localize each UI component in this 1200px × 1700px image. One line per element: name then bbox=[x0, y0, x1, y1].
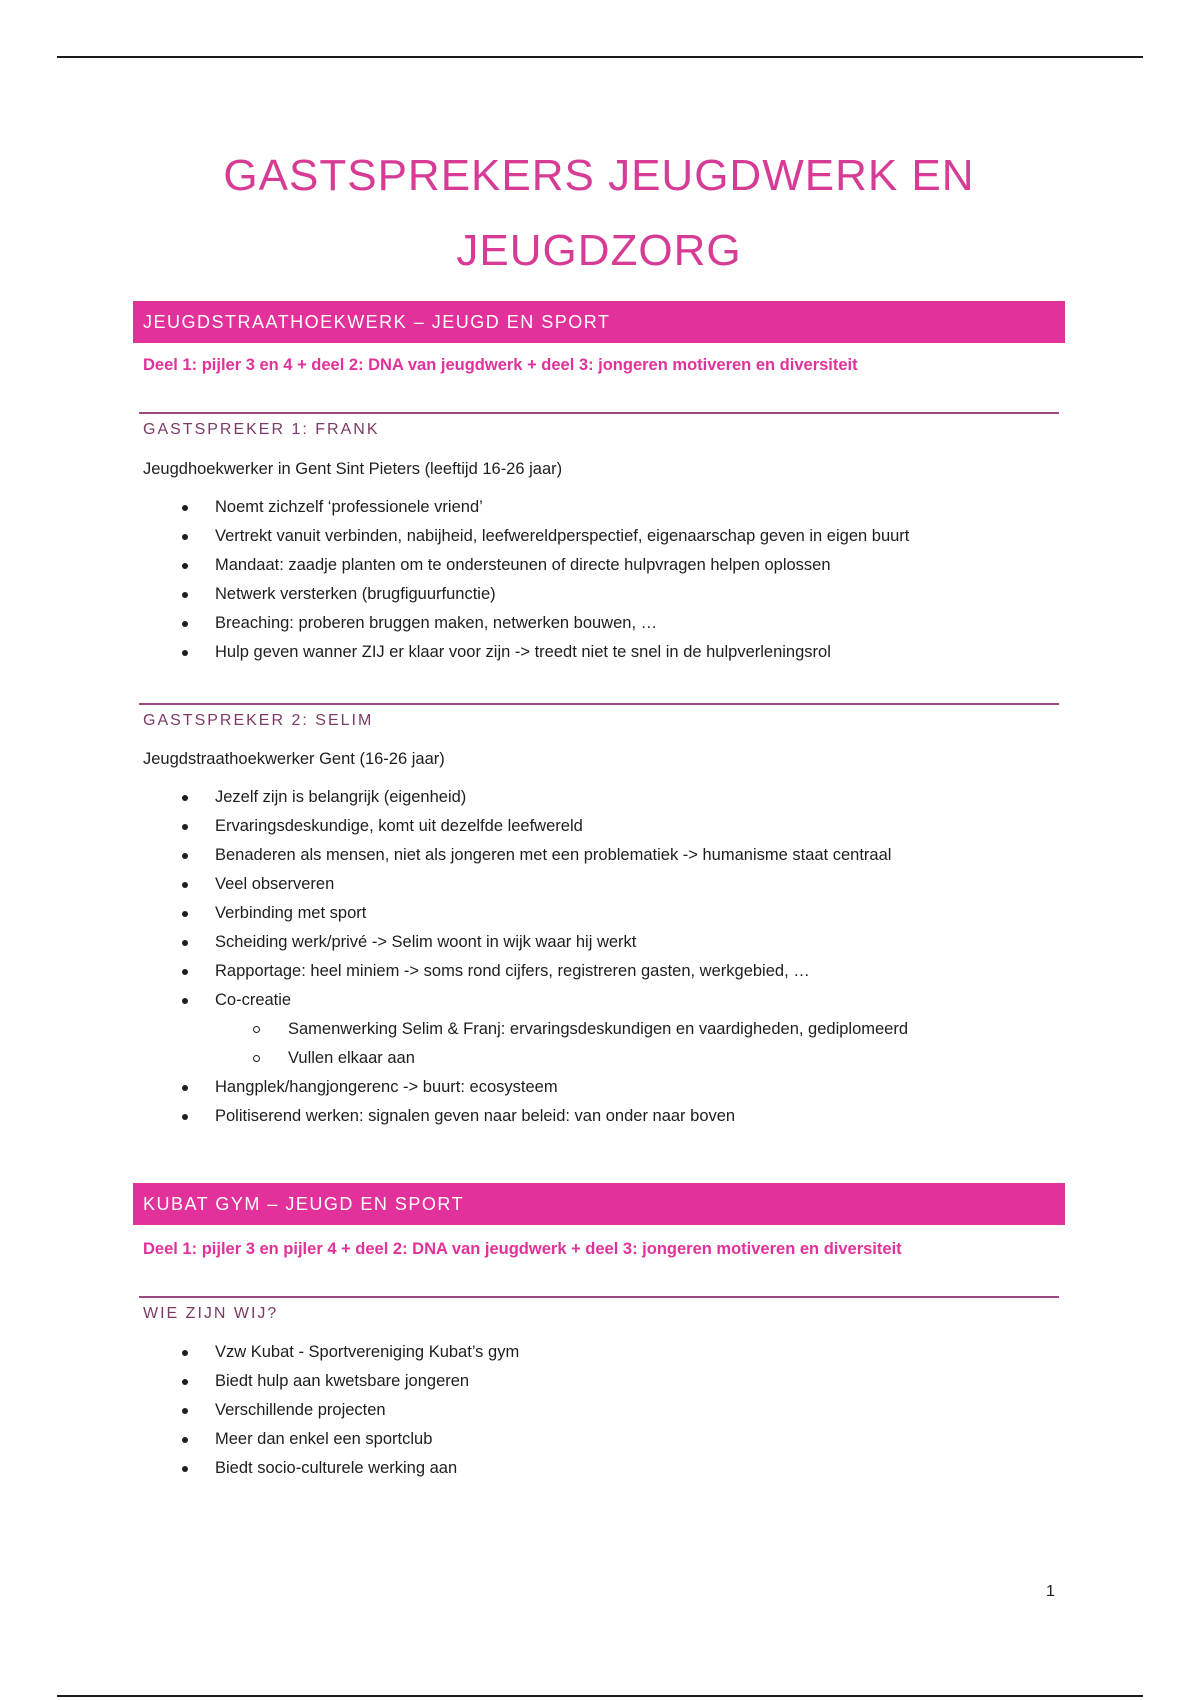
section-subheading: Deel 1: pijler 3 en 4 + deel 2: DNA van jeugdwerk + deel 3: jongeren motiveren en diversiteit bbox=[143, 356, 858, 374]
page-top-rule bbox=[57, 56, 1143, 58]
list-item: Politiserend werken: signalen geven naar beleid: van onder naar boven bbox=[133, 1102, 908, 1131]
list-item: Noemt zichzelf ‘professionele vriend’ bbox=[133, 493, 909, 522]
list-item: Rapportage: heel miniem -> soms rond cijfers, registreren gasten, werkgebied, … bbox=[133, 957, 908, 986]
list-item: Netwerk versterken (brugfiguurfunctie) bbox=[133, 580, 909, 609]
sub-list-item: Vullen elkaar aan bbox=[133, 1044, 908, 1073]
heading-rule bbox=[139, 412, 1059, 414]
section-banner-jeugdstraathoekwerk: JEUGDSTRAATHOEKWERK – JEUGD EN SPORT bbox=[133, 301, 1065, 343]
list-item: Vzw Kubat - Sportvereniging Kubat’s gym bbox=[133, 1338, 519, 1367]
list-item: Jezelf zijn is belangrijk (eigenheid) bbox=[133, 783, 908, 812]
page-title bbox=[133, 138, 1065, 288]
list-item: Meer dan enkel een sportclub bbox=[133, 1425, 519, 1454]
wie-zijn-wij-bullet-list bbox=[133, 1338, 519, 1483]
list-item: Breaching: proberen bruggen maken, netwerken bouwen, … bbox=[133, 609, 909, 638]
list-item: Ervaringsdeskundige, komt uit dezelfde leefwereld bbox=[133, 812, 908, 841]
speaker-2-bullet-list bbox=[133, 783, 908, 1131]
list-item: Biedt hulp aan kwetsbare jongeren bbox=[133, 1367, 519, 1396]
list-item: Verbinding met sport bbox=[133, 899, 908, 928]
title-line-2: JEUGDZORG bbox=[456, 226, 742, 275]
heading-rule bbox=[139, 1296, 1059, 1298]
page-bottom-rule bbox=[57, 1695, 1143, 1697]
section-subheading: Deel 1: pijler 3 en pijler 4 + deel 2: DNA van jeugdwerk + deel 3: jongeren motiveren en diversiteit bbox=[143, 1240, 902, 1258]
speaker-2-intro: Jeugdstraathoekwerker Gent (16-26 jaar) bbox=[143, 750, 445, 768]
heading-rule bbox=[139, 703, 1059, 705]
list-item: Vertrekt vanuit verbinden, nabijheid, leefwereldperspectief, eigenaarschap geven in eigen buurt bbox=[133, 522, 909, 551]
speaker-1-bullet-list bbox=[133, 493, 909, 667]
list-item: Benaderen als mensen, niet als jongeren met een problematiek -> humanisme staat centraal bbox=[133, 841, 908, 870]
list-item: Biedt socio-culturele werking aan bbox=[133, 1454, 519, 1483]
list-item: Hangplek/hangjongerenc -> buurt: ecosysteem bbox=[133, 1073, 908, 1102]
section-banner-kubat-gym: KUBAT GYM – JEUGD EN SPORT bbox=[133, 1183, 1065, 1225]
list-item: Mandaat: zaadje planten om te ondersteunen of directe hulpvragen helpen oplossen bbox=[133, 551, 909, 580]
heading-gastspreker-2: GASTSPREKER 2: SELIM bbox=[143, 712, 374, 729]
page-number: 1 bbox=[1046, 1583, 1055, 1600]
list-item: Co-creatie bbox=[133, 986, 908, 1015]
list-item: Veel observeren bbox=[133, 870, 908, 899]
list-item: Scheiding werk/privé -> Selim woont in wijk waar hij werkt bbox=[133, 928, 908, 957]
heading-gastspreker-1: GASTSPREKER 1: FRANK bbox=[143, 421, 380, 438]
sub-list-item: Samenwerking Selim & Franj: ervaringsdeskundigen en vaardigheden, gediplomeerd bbox=[133, 1015, 908, 1044]
list-item: Verschillende projecten bbox=[133, 1396, 519, 1425]
speaker-1-intro: Jeugdhoekwerker in Gent Sint Pieters (leeftijd 16-26 jaar) bbox=[143, 460, 563, 478]
list-item: Hulp geven wanner ZIJ er klaar voor zijn -> treedt niet te snel in de hulpverleningsrol bbox=[133, 638, 909, 667]
title-line-1: GASTSPREKERS JEUGDWERK EN bbox=[223, 151, 975, 200]
heading-wie-zijn-wij: WIE ZIJN WIJ? bbox=[143, 1305, 279, 1322]
